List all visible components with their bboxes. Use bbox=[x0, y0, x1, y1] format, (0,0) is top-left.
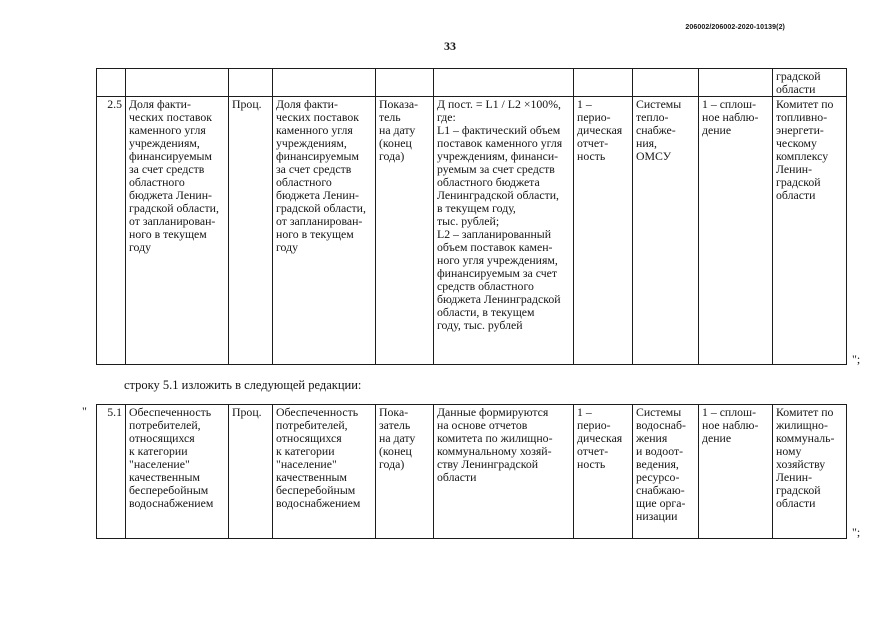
cell-line: каменного угля bbox=[276, 123, 353, 137]
cell-line: финансируемым bbox=[129, 149, 212, 163]
cell-line: (конец bbox=[379, 444, 412, 458]
cell-line: отчет- bbox=[577, 136, 609, 150]
cell-line: Комитет по bbox=[776, 405, 834, 419]
cell-line: снабжаю- bbox=[636, 483, 685, 497]
cell-line: ному bbox=[776, 444, 802, 458]
cell-line: бюджета Ленин- bbox=[276, 188, 359, 202]
cell-line: водоснабжением bbox=[276, 496, 361, 510]
indicator-table-1 bbox=[96, 68, 847, 365]
cell-line: ресурсо- bbox=[636, 470, 680, 484]
cell-empty bbox=[574, 69, 633, 97]
cell-line: в текущем году, bbox=[437, 201, 516, 215]
cell-line: ведения, bbox=[636, 457, 679, 471]
definition-cell bbox=[273, 405, 376, 539]
indicator-name bbox=[126, 405, 229, 539]
table-row bbox=[97, 97, 847, 365]
cell-line: 1 – сплош- bbox=[702, 405, 757, 419]
cell-line: на дату bbox=[379, 123, 416, 137]
cell-line: ное наблю- bbox=[702, 418, 759, 432]
cell-empty bbox=[229, 69, 273, 97]
indicator-table-2 bbox=[96, 404, 847, 539]
cell-line: градской области, bbox=[129, 201, 219, 215]
cell-line: бесперебойным bbox=[276, 483, 356, 497]
cell-line: коммунальному хозяй- bbox=[437, 444, 552, 458]
cell-line: области, в текущем bbox=[437, 305, 535, 319]
cell-line: жилищно- bbox=[776, 418, 828, 432]
cell-line: области bbox=[776, 82, 816, 96]
cell-empty bbox=[699, 69, 773, 97]
cell-line: учреждениям, bbox=[276, 136, 347, 150]
cell-line: бесперебойным bbox=[129, 483, 209, 497]
periodicity-cell bbox=[574, 97, 633, 365]
cell-line: за счет средств bbox=[276, 162, 352, 176]
cell-line: бюджета Ленин- bbox=[129, 188, 212, 202]
indicator-type-cell bbox=[376, 97, 434, 365]
page-number: 33 bbox=[444, 39, 456, 53]
cell-line: к категории bbox=[129, 444, 188, 458]
cell-line: поставок каменного угля bbox=[437, 136, 563, 150]
row-number: 5.1 bbox=[97, 405, 126, 539]
cell-line: году bbox=[276, 240, 299, 254]
cell-empty bbox=[376, 69, 434, 97]
cell-line: ОМСУ bbox=[636, 149, 672, 163]
definition-cell bbox=[273, 97, 376, 365]
cell-empty bbox=[273, 69, 376, 97]
cell-line: жения bbox=[636, 431, 668, 445]
cell-line: каменного угля bbox=[129, 123, 206, 137]
cell-line: Комитет по bbox=[776, 97, 834, 111]
cell-line: года) bbox=[379, 457, 405, 471]
cell-line: Доля факти- bbox=[129, 97, 191, 111]
cell-line: областного bbox=[276, 175, 332, 189]
cell-line: перио- bbox=[577, 418, 611, 432]
cell-line: Доля факти- bbox=[276, 97, 338, 111]
cell-line: ческих поставок bbox=[276, 110, 359, 124]
cell-line: на основе отчетов bbox=[437, 418, 528, 432]
cell-line: 1 – bbox=[577, 97, 592, 111]
cell-line: ния, bbox=[636, 136, 658, 150]
cell-line: Пока- bbox=[379, 405, 409, 419]
cell-line: бюджета Ленинградской bbox=[437, 292, 561, 306]
cell-line: ность bbox=[577, 457, 606, 471]
cell-line: Проц. bbox=[232, 405, 262, 419]
data-source-cell bbox=[633, 405, 699, 539]
indicator-type-cell bbox=[376, 405, 434, 539]
cell-line: ного угля учреждениям, bbox=[437, 253, 558, 267]
cell-line: качественным bbox=[129, 470, 200, 484]
cell-empty bbox=[126, 69, 229, 97]
cell-line: тепло- bbox=[636, 110, 669, 124]
cell-responsible-continued bbox=[773, 69, 847, 97]
cell-line: затель bbox=[379, 418, 411, 432]
cell-line: 1 – bbox=[577, 405, 592, 419]
cell-line: (конец bbox=[379, 136, 412, 150]
cell-line: на дату bbox=[379, 431, 416, 445]
cell-line: "население" bbox=[129, 457, 190, 471]
formula-cell bbox=[434, 97, 574, 365]
cell-line: области bbox=[776, 496, 816, 510]
table-row-continued bbox=[97, 69, 847, 97]
cell-line: коммуналь- bbox=[776, 431, 835, 445]
document-id: 206002/206002-2020-10139(2) bbox=[685, 24, 785, 31]
cell-line: объем поставок камен- bbox=[437, 240, 553, 254]
cell-line: Проц. bbox=[232, 97, 262, 111]
cell-line: ческих поставок bbox=[129, 110, 212, 124]
cell-line: Обеспеченность bbox=[129, 405, 212, 419]
cell-line: году, тыс. рублей bbox=[437, 318, 523, 332]
cell-line: относящихся bbox=[276, 431, 342, 445]
responsible-cell bbox=[773, 405, 847, 539]
cell-line: ству Ленинградской bbox=[437, 457, 539, 471]
cell-line: относящихся bbox=[129, 431, 195, 445]
cell-line: области bbox=[437, 470, 477, 484]
cell-line: потребителей, bbox=[129, 418, 201, 432]
cell-line: Показа- bbox=[379, 97, 419, 111]
cell-line: водоснаб- bbox=[636, 418, 686, 432]
cell-line: Д пост. = L1 / L2 ×100%, bbox=[437, 97, 561, 111]
cell-line: области bbox=[776, 188, 816, 202]
closing-quote: "; bbox=[852, 525, 861, 539]
cell-empty bbox=[633, 69, 699, 97]
cell-line: тель bbox=[379, 110, 401, 124]
cell-line: и водоот- bbox=[636, 444, 684, 458]
cell-line: потребителей, bbox=[276, 418, 348, 432]
cell-line: топливно- bbox=[776, 110, 828, 124]
cell-line: снабже- bbox=[636, 123, 676, 137]
cell-line: финансируемым bbox=[276, 149, 359, 163]
cell-line: комитета по жилищно- bbox=[437, 431, 553, 445]
cell-line: хозяйству bbox=[776, 457, 826, 471]
cell-line: дическая bbox=[577, 431, 623, 445]
cell-line: 1 – сплош- bbox=[702, 97, 757, 111]
cell-line: областного бюджета bbox=[437, 175, 540, 189]
cell-line: комплексу bbox=[776, 149, 829, 163]
formula-cell bbox=[434, 405, 574, 539]
cell-line: Системы bbox=[636, 97, 682, 111]
cell-line: финансируемым за счет bbox=[437, 266, 558, 280]
cell-line: года) bbox=[379, 149, 405, 163]
cell-line: за счет средств bbox=[129, 162, 205, 176]
unit-cell bbox=[229, 405, 273, 539]
cell-line: Системы bbox=[636, 405, 682, 419]
cell-line: Ленин- bbox=[776, 470, 813, 484]
cell-line: Обеспеченность bbox=[276, 405, 359, 419]
cell-line: градской bbox=[776, 483, 821, 497]
cell-line: ного в текущем bbox=[129, 227, 207, 241]
data-source-cell bbox=[633, 97, 699, 365]
cell-line: низации bbox=[636, 509, 678, 523]
cell-line: щие орга- bbox=[636, 496, 686, 510]
cell-line: к категории bbox=[276, 444, 335, 458]
method-cell bbox=[699, 405, 773, 539]
responsible-cell bbox=[773, 97, 847, 365]
cell-empty bbox=[434, 69, 574, 97]
cell-line: отчет- bbox=[577, 444, 609, 458]
cell-line: областного bbox=[129, 175, 185, 189]
cell-line: дическая bbox=[577, 123, 623, 137]
cell-line: качественным bbox=[276, 470, 347, 484]
cell-line: "население" bbox=[276, 457, 337, 471]
cell-line: где: bbox=[437, 110, 456, 124]
periodicity-cell bbox=[574, 405, 633, 539]
cell-line: средств областного bbox=[437, 279, 534, 293]
opening-quote: " bbox=[82, 404, 87, 418]
closing-quote: "; bbox=[852, 352, 861, 366]
unit-cell bbox=[229, 97, 273, 365]
cell-line: L2 – запланированный bbox=[437, 227, 552, 241]
cell-line: ного в текущем bbox=[276, 227, 354, 241]
indicator-name bbox=[126, 97, 229, 365]
cell-empty bbox=[97, 69, 126, 97]
table-row bbox=[97, 405, 847, 539]
cell-line: дение bbox=[702, 123, 732, 137]
cell-line: дение bbox=[702, 431, 732, 445]
cell-line: учреждениям, bbox=[129, 136, 200, 150]
cell-line: Ленинградской области, bbox=[437, 188, 559, 202]
cell-line: энергети- bbox=[776, 123, 824, 137]
cell-line: ное наблю- bbox=[702, 110, 759, 124]
cell-line: ность bbox=[577, 149, 606, 163]
cell-line: учреждениям, финанси- bbox=[437, 149, 559, 163]
cell-line: градской bbox=[776, 69, 821, 83]
cell-line: водоснабжением bbox=[129, 496, 214, 510]
cell-line: градской области, bbox=[276, 201, 366, 215]
cell-line: Данные формируются bbox=[437, 405, 549, 419]
cell-line: Ленин- bbox=[776, 162, 813, 176]
cell-line: перио- bbox=[577, 110, 611, 124]
cell-line: от запланирован- bbox=[129, 214, 216, 228]
cell-line: тыс. рублей; bbox=[437, 214, 500, 228]
row-number: 2.5 bbox=[97, 97, 126, 365]
cell-line: от запланирован- bbox=[276, 214, 363, 228]
cell-line: году bbox=[129, 240, 152, 254]
cell-line: руемым за счет средств bbox=[437, 162, 555, 176]
instruction-text: строку 5.1 изложить в следующей редакции: bbox=[124, 378, 362, 392]
method-cell bbox=[699, 97, 773, 365]
cell-line: ческому bbox=[776, 136, 817, 150]
cell-line: градской bbox=[776, 175, 821, 189]
cell-line: L1 – фактический объем bbox=[437, 123, 561, 137]
